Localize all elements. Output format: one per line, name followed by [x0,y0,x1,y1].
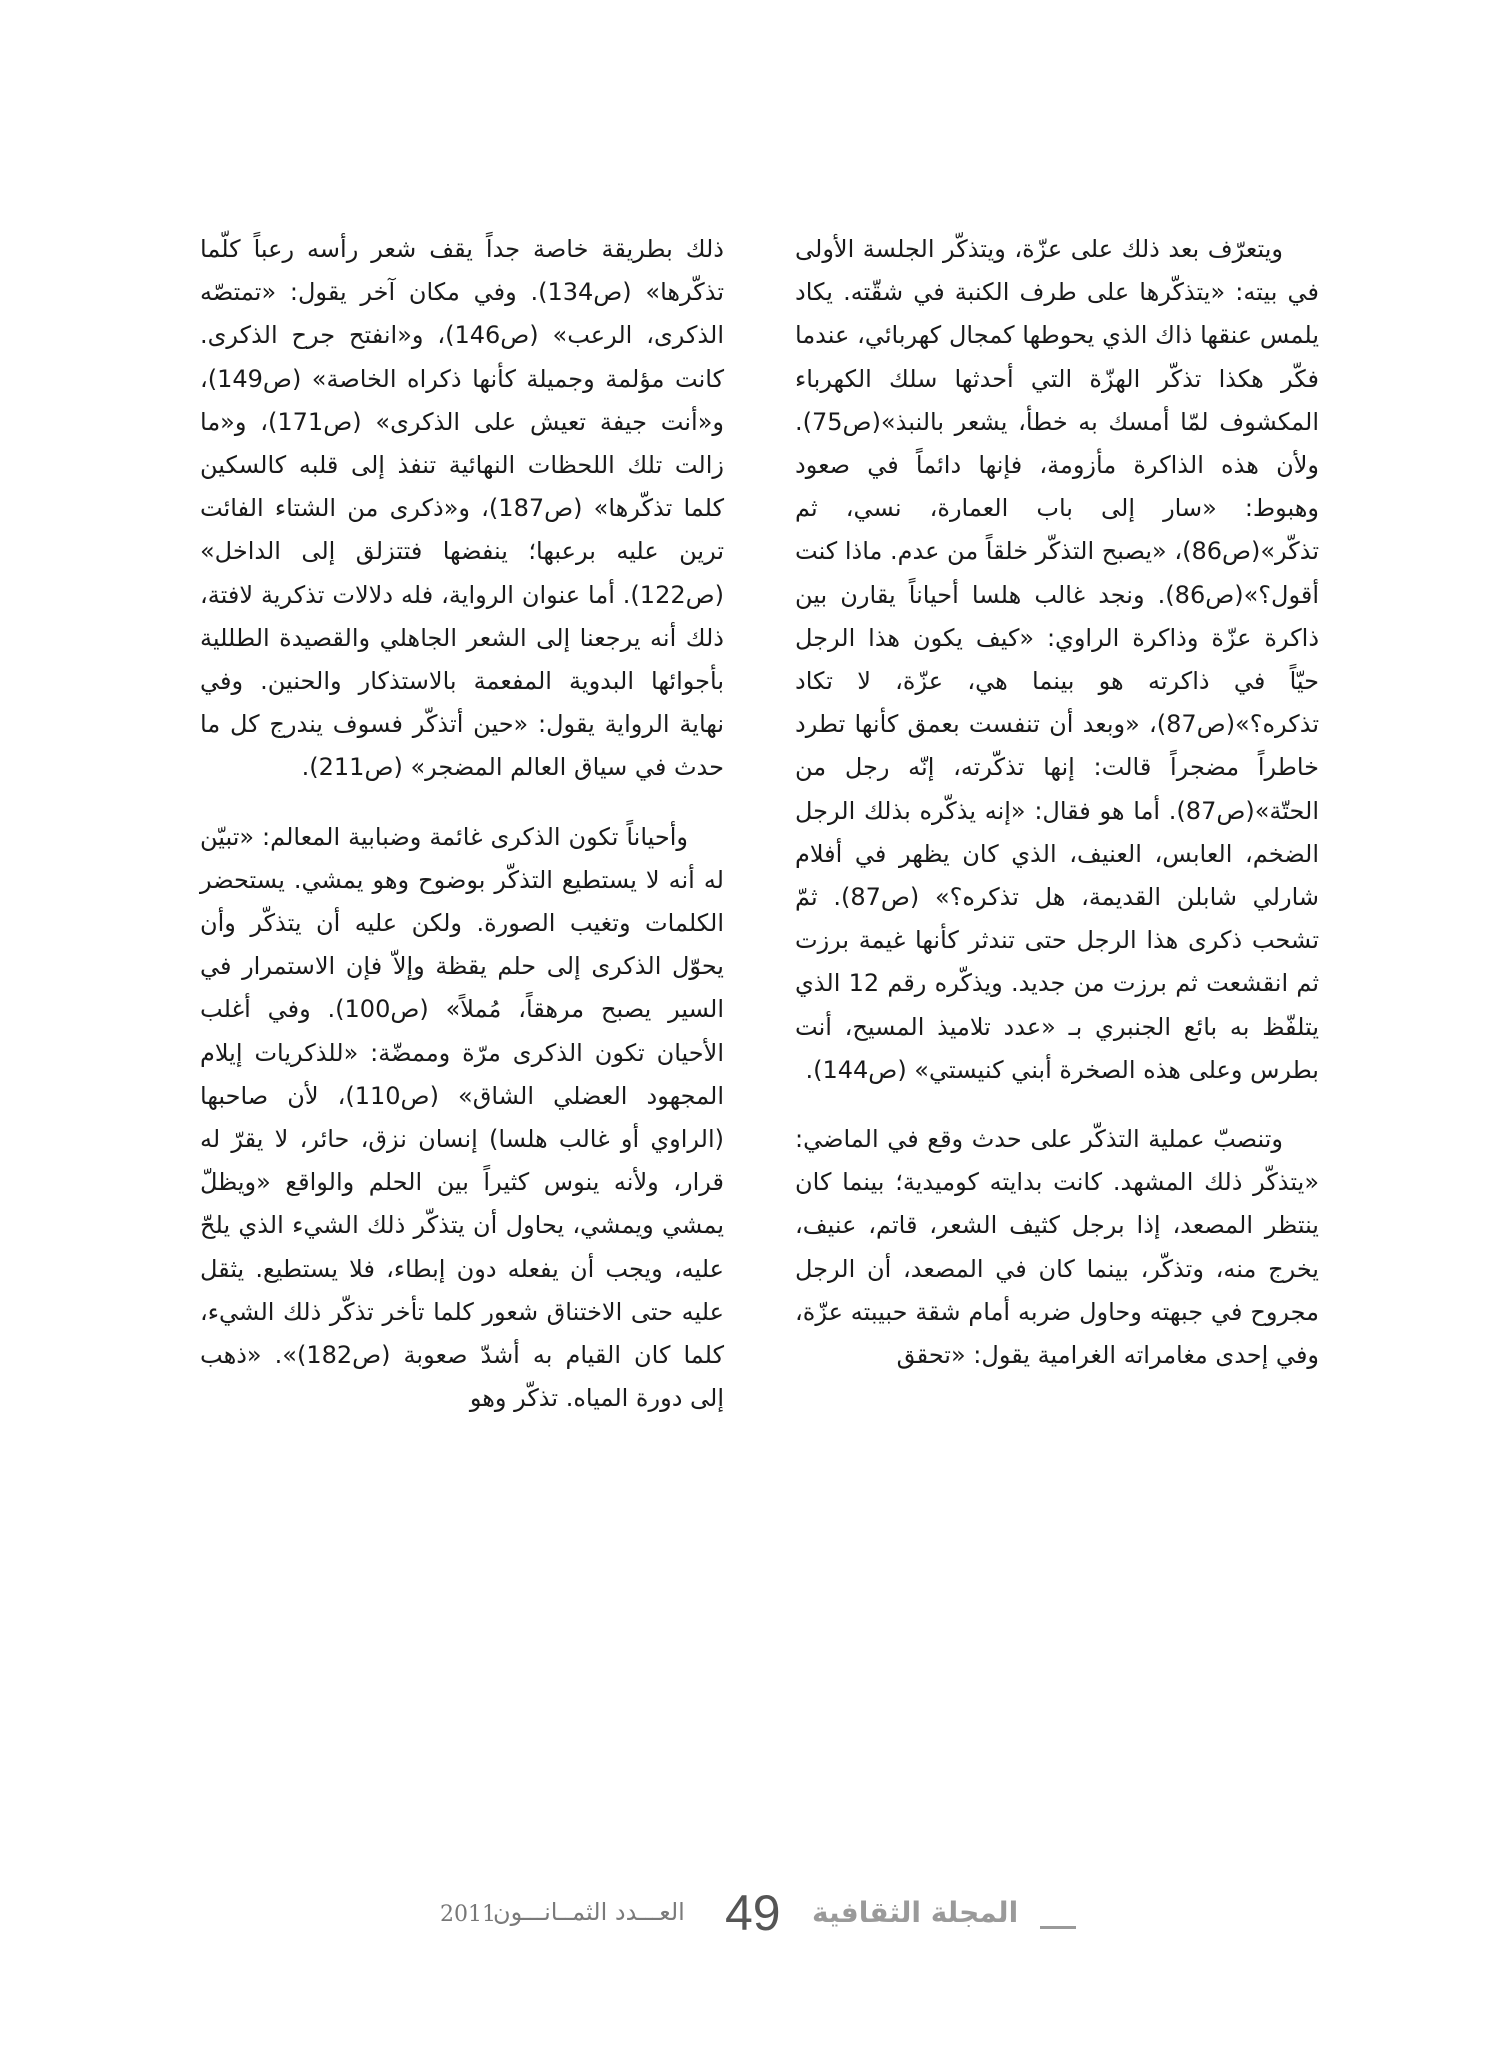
article-column-left [200,228,724,1420]
paragraph-past-event: وتنصبّ عملية التذكّر على حدث وقع في الماضي: «يتذكّر ذلك المشهد. كانت بدايته كوميدية؛ بينما كان ينتظر المصعد، إذا برجل كثيف الشعر، قاتم، عنيف، يخرج منه، وتذكّر، بينما كان في المصعد، أن الرجل مجروح في جبهته وحاول ضربه أمام شقة حبيبته عزّة، وفي إحدى مغامراته الغرامية يقول: «تحقق [795,1125,1319,1370]
page-footer [0,1885,1497,1950]
article-column-right [795,228,1319,1377]
page-number: 49 [725,1885,781,1941]
paragraph-remembering-azza: ويتعرّف بعد ذلك على عزّة، ويتذكّر الجلسة الأولى في بيته: «يتذكّرها على طرف الكنبة في شقّته. يكاد يلمس عنقها ذاك الذي يحوطها كمجال كهربائي، عندما فكّر هكذا تذكّر الهزّة التي أحدثها سلك الكهرباء المكشوف لمّا أمسك به خطأ، يشعر بالنبذ»(ص75). ولأن هذه الذاكرة مأزومة، فإنها دائماً في صعود وهبوط: «سار إلى باب العمارة، نسي، ثم تذكّر»(ص86)، «يصبح التذكّر خلقاً من عدم. ماذا كنت أقول؟»(ص86). ونجد غالب هلسا أحياناً يقارن بين ذاكرة عزّة وذاكرة الراوي: «كيف يكون هذا الرجل حيّاً في ذاكرته هو بينما هي، عزّة، لا تكاد تذكره؟»(ص87)، «وبعد أن تنفست بعمق كأنها تطرد خاطراً مضجراً قالت: إنها تذكّرته، إنّه رجل من الحتّة»(ص87). أما هو فقال: «إنه يذكّره بذلك الرجل الضخم، العابس، العنيف، الذي كان يظهر في أفلام شارلي شابلن القديمة، هل تذكره؟» (ص87). ثمّ تشحب ذكرى هذا الرجل حتى تندثر كأنها غيمة برزت ثم انقشعت ثم برزت من جديد. ويذكّره رقم 12 الذي يتلفّظ به بائع الجنبري بـ «عدد تلاميذ المسيح، أنت بطرس وعلى هذه الصخرة أبني كنيستي» (ص144). [795,235,1320,1084]
footer-divider [1040,1926,1076,1929]
footer-issue: العـــدد الثمــانـــون [493,1898,685,1926]
paragraph-foggy-memory: وأحياناً تكون الذكرى غائمة وضبابية المعالم: «تبيّن له أنه لا يستطيع التذكّر بوضوح وهو يمشي. يستحضر الكلمات وتغيب الصورة. ولكن عليه أن يتذكّر وأن يحوّل الذكرى إلى حلم يقظة وإلاّ فإن الاستمرار في السير يصبح مرهقاً، مُملاً» (ص100). وفي أغلب الأحيان تكون الذكرى مرّة وممضّة: «للذكريات إيلام المجهود العضلي الشاق» (ص110)، لأن صاحبها (الراوي أو غالب هلسا) إنسان نزق، حائر، لا يقرّ له قرار، ولأنه ينوس كثيراً بين الحلم والواقع «ويظلّ يمشي ويمشي، يحاول أن يتذكّر ذلك الشيء الذي يلحّ عليه، ويجب أن يفعله دون إبطاء، فلا يستطيع. يثقل عليه حتى الاختناق شعور كلما تأخر تذكّر ذلك الشيء، كلما كان القيام به أشدّ صعوبة (ص182)». «ذهب إلى دورة المياه. تذكّر وهو [200,822,724,1413]
footer-year: 2011 [440,1902,496,1927]
magazine-name: المجلة الثقافية [812,1896,1019,1929]
paragraph-memory-quotes: ذلك بطريقة خاصة جداً يقف شعر رأسه رعباً كلّما تذكّرها» (ص134). وفي مكان آخر يقول: «تمتصّه الذكرى، الرعب» (ص146)، و«انفتح جرح الذكرى. كانت مؤلمة وجميلة كأنها ذكراه الخاصة» (ص149)، و«أنت جيفة تعيش على الذكرى» (ص171)، و«ما زالت تلك اللحظات النهائية تنفذ إلى قلبه كالسكين كلما تذكّرها» (ص187)، و«ذكرى من الشتاء الفائت ترين عليه برعبها؛ ينفضها فتتزلق إلى الداخل» (ص122). أما عنوان الرواية، فله دلالات تذكرية لافتة، ذلك أنه يرجعنا إلى الشعر الجاهلي والقصيدة الطللية بأجوائها البدوية المفعمة بالاستذكار والحنين. وفي نهاية الرواية يقول: «حين أتذكّر فسوف يندرج كل ما حدث في سياق العالم المضجر» (ص211). [200,235,725,782]
